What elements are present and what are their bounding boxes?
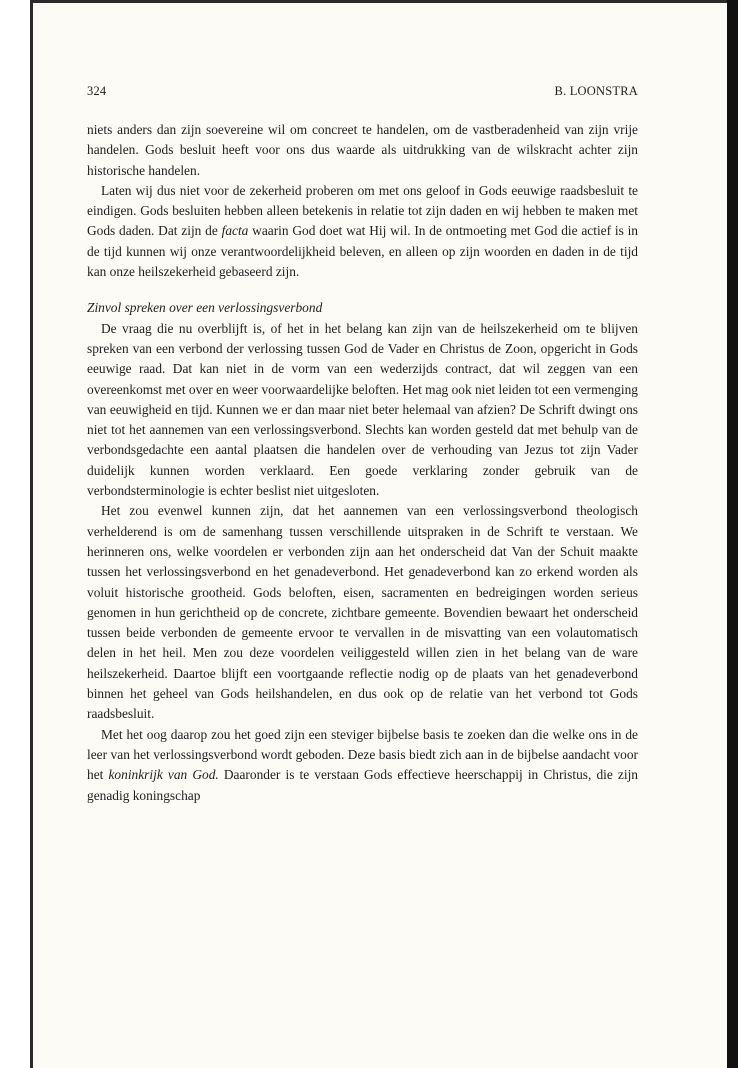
paragraph-3: De vraag die nu overblijft is, of het in het belang kan zijn van de heilszekerheid om te blijven spreken van een verbond der verlossing tussen God de Vader en Christus de Zoon, opgericht in Gods eeuwige raad. Dat kan niet in de vorm van een wederzijds contract, dat wil zeggen van een overeenkomst met over en weer voorwaardelijke beloften. Het mag ook niet leiden tot een vermenging van eeuwigheid en tijd. Kunnen we er dan maar niet beter helemaal van afzien? De Schrift dwingt ons niet tot het aannemen van een verlossingsverbond. Slechts kan worden gesteld dat met behulp van de verbondsgedachte een aantal plaatsen die handelen over de verhouding van Jezus tot zijn Vader duidelijk kunnen worden verklaard. Een goede verklaring zonder gebruik van de verbondsterminologie is echter beslist niet uitgesloten. [87,320,638,499]
paragraph-2 [87,181,638,282]
paragraph-2-part-b: waarin God doet wat Hij wil. In de ontmoeting met God die actief is in de tijd kunnen wij onze verantwoordelijkheid beleven, en alleen op zijn woorden en daden in de tijd kan onze heilszekerheid gebaseerd zijn. [87,223,638,280]
body-text [87,120,638,806]
paragraph-1: niets anders dan zijn soevereine wil om concreet te handelen, om de vastberadenheid van zijn vrije handelen. Gods besluit heeft voor ons dus waarde als uitdrukking van de wilskracht achter zijn historische handelen. [87,122,638,178]
term-koninkrijk: koninkrijk van God. [108,767,219,783]
paragraph-4: Het zou evenwel kunnen zijn, dat het aannemen van een verlossingsverbond theologisch verhelderend is om de samenhang tussen verschillende uitspraken in de Schrift te verstaan. We herinneren ons, welke voordelen er verbonden zijn aan het onderscheid dat Van der Schuit maakte tussen het verlossingsverbond en het genadeverbond. Het genadeverbond kan zo erkend worden als voluit historische grootheid. Gods beloften, eisen, sacramenten en bedreigingen worden serieus genomen in hun gerichtheid op de concrete, zichtbare gemeente. Bovendien bewaart het onderscheid tussen beide verbonden de gemeente ervoor te vervallen in de misvatting van een volautomatisch delen in het heil. Men zou deze voordelen veiliggesteld willen zien in het belang van de ware heilszekerheid. Daartoe blijft een voortgaande reflectie nodig op de plaats van het genadeverbond binnen het geheel van Gods heilshandelen, en dus ook op de relatie van het verbond tot Gods raadsbesluit. [87,503,638,722]
term-facta: facta [221,223,249,239]
running-head: B. LOONSTRA [554,84,638,98]
paragraph-5-part-a: Met het oog daarop zou het goed zijn een steviger bijbelse basis te zoeken dan die welke ons in de leer van het verlossingsverbond wordt geboden. Deze basis biedt zich aan in de bijbelse aandacht voor het [87,726,638,783]
paragraph-5-part-b: Daaronder is te verstaan Gods effectieve heerschappij in Christus, die zijn genadig koningschap [87,767,638,803]
paragraph-5 [87,725,638,806]
paragraph-2-part-a: Laten wij dus niet voor de zekerheid proberen om met ons geloof in Gods eeuwige raadsbesluit te eindigen. Gods besluiten hebben alleen betekenis in relatie tot zijn daden en wij hebben te maken met Gods daden. Dat zijn de [87,182,638,239]
section-heading: Zinvol spreken over een verlossingsverbond [87,300,323,316]
page-header [87,84,638,99]
scan-border-right [727,0,738,1068]
page-number: 324 [87,84,107,98]
